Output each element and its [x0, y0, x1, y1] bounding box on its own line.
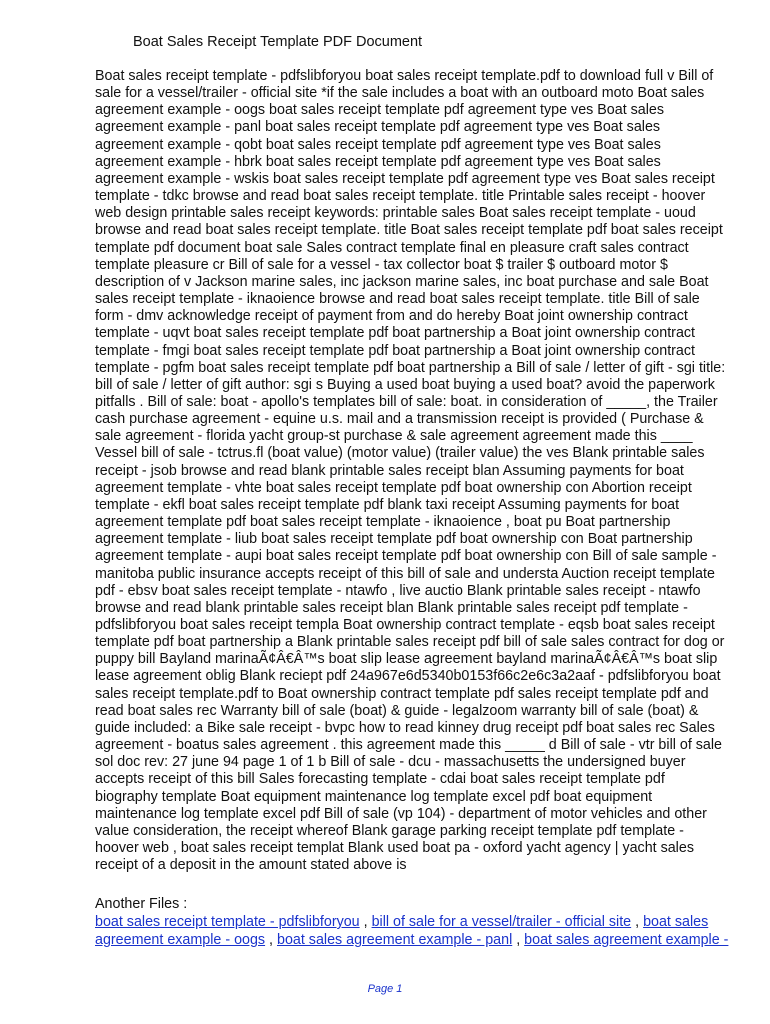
body-line: agreement template - vhte boat sales receipt template pdf boat ownership con Abortion receipt: [95, 479, 692, 496]
body-line: agreement template - liub boat sales receipt template pdf boat ownership con Boat partnership: [95, 531, 693, 548]
link-boat-sales-oogs-part1[interactable]: boat sales: [643, 914, 709, 930]
body-line: pitfalls . Bill of sale: boat - apollo's templates bill of sale: boat. in consideration of _____, the Trailer: [95, 393, 718, 410]
body-line: browse and read blank printable sales receipt blan Blank printable sales receipt pdf template -: [95, 599, 688, 616]
body-line: pdfslibforyou boat sales receipt templa Boat ownership contract template - eqsb boat sales receipt: [95, 617, 715, 633]
another-files-label: Another Files :: [95, 896, 188, 912]
body-line: agreement - boatus sales agreement . this agreement made this _____ d Bill of sale - vtr bill of sale: [95, 737, 723, 754]
link-separator: ,: [265, 932, 277, 948]
body-line: bill of sale / letter of gift author: sgi s Buying a used boat buying a used boat? avoid the paperwork: [95, 376, 715, 393]
link-boat-sales-agreement-panl[interactable]: boat sales agreement example - panl: [277, 932, 513, 948]
body-line: cash purchase agreement - equine u.s. mail and a transmission receipt is provided ( Purchase &: [95, 411, 704, 428]
body-line: browse and read boat sales receipt template. title Boat sales receipt template pdf boat sales receipt: [95, 222, 723, 239]
body-line: biography template Boat equipment maintenance log template excel pdf boat equipment: [95, 788, 653, 805]
body-line: template - uqvt boat sales receipt template pdf boat partnership a Boat joint ownership contract: [95, 325, 696, 342]
body-line: lease agreement oblig Blank reciept pdf 24a967e6d5340b0153f66c2e6c3a2aaf - pdfslibforyou boat: [95, 668, 721, 685]
links-line-1: [95, 913, 735, 931]
body-line: description of v Jackson marine sales, inc jackson marine sales, inc boat purchase and sale Boat: [95, 273, 709, 290]
body-line: template - fmgi boat sales receipt template pdf boat partnership a Boat joint ownership contract: [95, 342, 696, 359]
body-line: manitoba public insurance accepts receipt of this bill of sale and understa Auction receipt template: [95, 565, 715, 582]
link-boat-sales-oogs-part2[interactable]: agreement example - oogs: [95, 932, 266, 948]
body-line: read boat sales rec Warranty bill of sale (boat) & guide - legalzoom warranty bill of sale (boat) &: [95, 702, 699, 719]
body-line: sol doc rev: 27 june 94 page 1 of 1 b Bill of sale - dcu - massachusetts the undersigned buyer: [95, 754, 686, 771]
body-line: receipt of a deposit in the amount stated above is: [95, 857, 407, 874]
link-bill-of-sale-vessel-trailer[interactable]: bill of sale for a vessel/trailer - official site: [371, 914, 632, 930]
body-line: template - tdkc browse and read boat sales receipt template. title Printable sales receipt - hoover: [95, 188, 706, 205]
link-boat-sales-receipt-template[interactable]: boat sales receipt template - pdfslibforyou: [95, 914, 360, 930]
links-line-2: [95, 931, 735, 949]
body-line: maintenance log template excel pdf Bill of sale (vp 104) - department of motor vehicles and other: [95, 805, 707, 822]
document-title: Boat Sales Receipt Template PDF Document: [133, 34, 423, 50]
body-line: sales receipt template.pdf to Boat ownership contract template pdf sales receipt template pdf and: [95, 685, 709, 702]
body-line: agreement template - aupi boat sales receipt template pdf boat ownership con Bill of sale sample -: [95, 548, 717, 565]
body-line: sale agreement - florida yacht group-st purchase & sale agreement agreement made this ____: [95, 428, 693, 445]
body-line: template - ekfl boat sales receipt template pdf blank taxi receipt Assuming payments for boat: [95, 496, 680, 513]
link-separator: ,: [631, 914, 644, 930]
body-line: web design printable sales receipt keywords: printable sales Boat sales receipt template - uoud: [95, 205, 696, 222]
body-line: sales receipt template - iknaoience browse and read boat sales receipt template. title Bill of sale: [95, 291, 700, 308]
body-line: accepts receipt of this bill Sales forecasting template - cdai boat sales receipt template pdf: [95, 771, 665, 788]
page-number: Page 1: [367, 983, 403, 995]
body-line: guide included: a Bike sale receipt - bvpc how to read kinney drug receipt pdf boat sales rec Sales: [95, 719, 715, 736]
body-line: pdf - ebsv boat sales receipt template - ntawfo , live auctio Blank printable sales receipt - ntawfo: [95, 582, 701, 599]
related-links: [95, 913, 735, 949]
body-line: sale for a vessel/trailer - official site *if the sale includes a boat with an outboard moto Boat sales: [95, 85, 705, 102]
body-line: template pleasure cr Bill of sale for a vessel - tax collector boat $ trailer $ outboard motor $: [95, 256, 668, 273]
body-line: agreement example - qobt boat sales receipt template pdf agreement type ves Boat sales: [95, 136, 661, 153]
body-line: template - pgfm boat sales receipt template pdf boat partnership a Bill of sale / letter of gift - sgi title:: [95, 359, 726, 376]
link-boat-sales-agreement-example[interactable]: boat sales agreement example -: [524, 932, 729, 948]
body-line: agreement template pdf boat sales receipt template - iknaoience , boat pu Boat partnership: [95, 514, 671, 531]
body-line: agreement example - oogs boat sales receipt template pdf agreement type ves Boat sales: [95, 102, 665, 119]
body-line: form - dmv acknowledge receipt of payment from and do hereby Boat joint ownership contract: [95, 308, 688, 325]
body-line: template pdf boat partnership a Blank printable sales receipt pdf bill of sale sales contract for dog or: [95, 634, 725, 651]
body-line: agreement example - hbrk boat sales receipt template pdf agreement type ves Boat sales: [95, 153, 661, 170]
document-body: [95, 68, 735, 874]
body-line: value consideration, the receipt whereof Blank garage parking receipt template pdf template -: [95, 822, 684, 839]
body-line: agreement example - wskis boat sales receipt template pdf agreement type ves Boat sales receipt: [95, 170, 715, 187]
body-line: receipt - jsob browse and read blank printable sales receipt blan Assuming payments for boat: [95, 462, 684, 479]
body-line: Vessel bill of sale - tctrus.fl (boat value) (motor value) (trailer value) the ves Blank printable sales: [95, 445, 705, 462]
link-separator: ,: [512, 932, 525, 948]
link-separator: ,: [359, 914, 372, 930]
body-line: puppy bill Bayland marinaÃ¢Â€Â™s boat slip lease agreement bayland marinaÃ¢Â€Â™s boat slip: [95, 651, 718, 668]
body-line: agreement example - panl boat sales receipt template pdf agreement type ves Boat sales: [95, 119, 661, 136]
body-line: hoover web , boat sales receipt templat Blank used boat pa - oxford yacht agency | yacht sales: [95, 840, 694, 857]
body-line: template pdf document boat sale Sales contract template final en pleasure craft sales contract: [95, 239, 689, 256]
body-line: Boat sales receipt template - pdfslibforyou boat sales receipt template.pdf to download full v Bill of: [95, 68, 714, 84]
